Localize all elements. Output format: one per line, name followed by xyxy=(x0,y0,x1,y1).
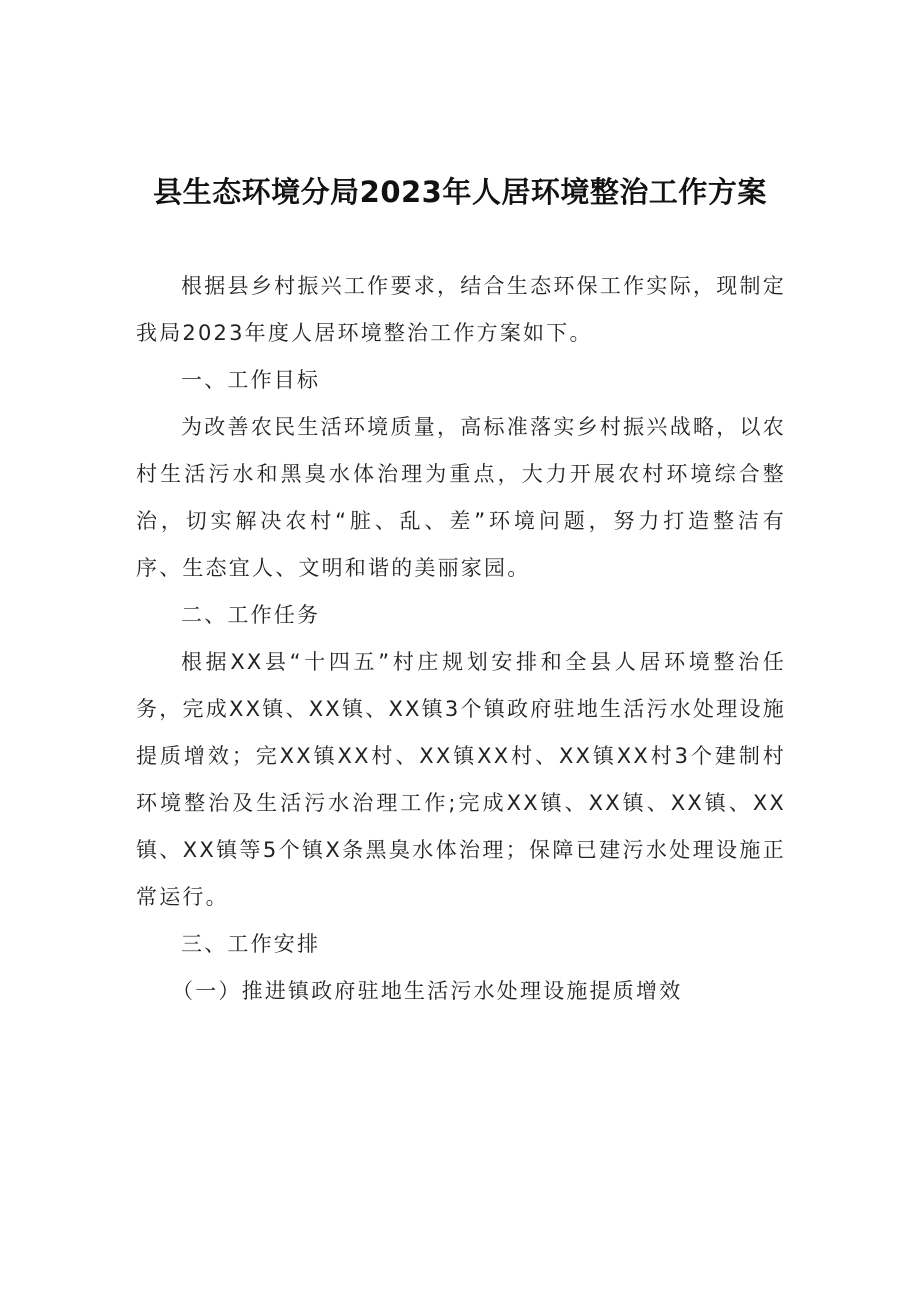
goals-paragraph: 为改善农民生活环境质量，高标准落实乡村振兴战略，以农村生活污水和黑臭水体治理为重点，大力开展农村环境综合整治，切实解决农村“脏、乱、差”环境问题，努力打造整洁有序、生态宜人、文明和谐的美丽家园。 xyxy=(136,415,786,580)
section-heading-goals: 一、工作目标 xyxy=(181,368,321,392)
document-title: 县生态环境分局2023年人居环境整治工作方案 xyxy=(153,175,767,209)
tasks-paragraph: 根据XX县“十四五”村庄规划安排和全县人居环境整治任务，完成XX镇、XX镇、XX镇3个镇政府驻地生活污水处理设施提质增效；完XX镇XX村、XX镇XX村、XX镇XX村3个建制村环境整治及生活污水治理工作;完成XX镇、XX镇、XX镇、XX镇、XX镇等5个镇X条黑臭水体治理；保障已建污水处理设施正常运行。 xyxy=(136,650,786,909)
section-heading-arrangements: 三、工作安排 xyxy=(181,932,321,956)
document-body xyxy=(136,263,786,1015)
section-heading-tasks: 二、工作任务 xyxy=(181,603,321,627)
subsection-heading-1: （一）推进镇政府驻地生活污水处理设施提质增效 xyxy=(172,979,683,1003)
intro-paragraph: 根据县乡村振兴工作要求，结合生态环保工作实际，现制定我局2023年度人居环境整治工作方案如下。 xyxy=(136,274,786,345)
